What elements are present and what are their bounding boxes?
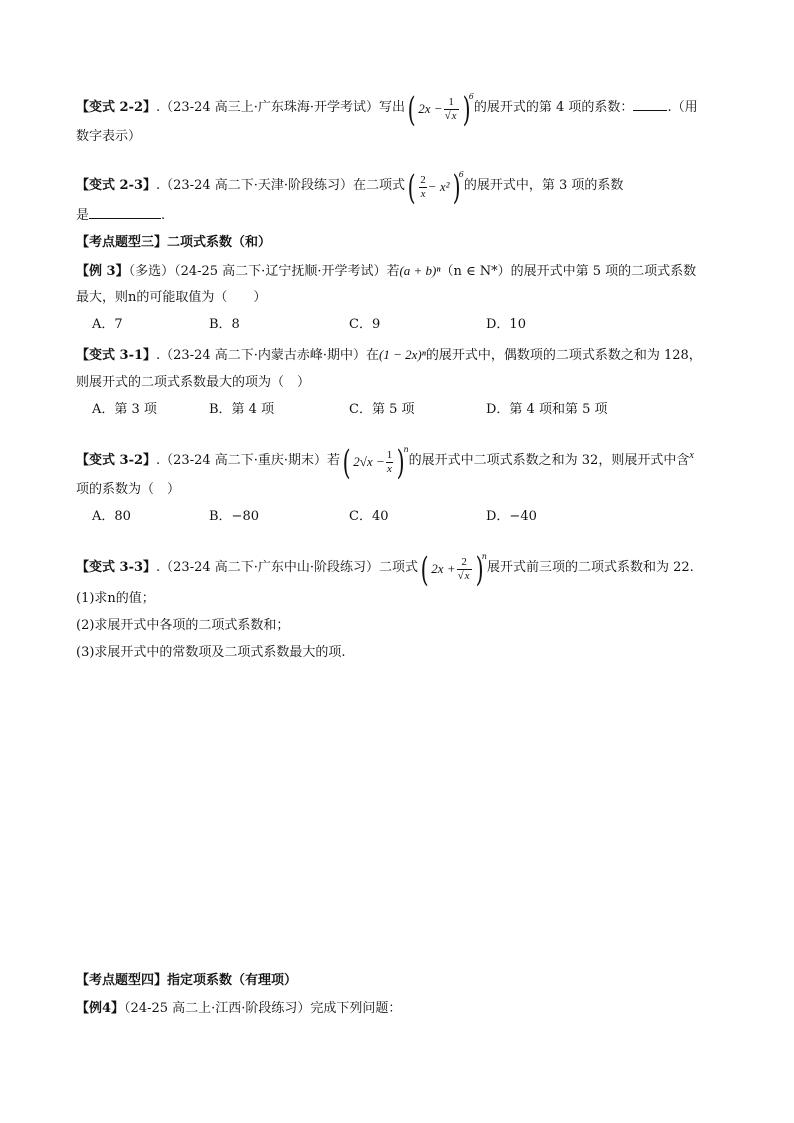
variant-3-3-question-2: (2)求展开式中各项的二项式系数和； [76, 618, 290, 633]
variant-2-3-question: 的展开式中，第 3 项的系数 [463, 177, 624, 193]
example-4-line1: 【例4】（24-25 高二上·江西·阶段练习）完成下列问题： [76, 1001, 402, 1016]
section-3-heading: 【考点题型三】二项式系数（和） [76, 235, 272, 250]
variant-3-3-expression: ( 2x + $\frac{2}{√x}$ )$^n$ [420, 549, 487, 590]
variant-3-3-line1: 【变式 3-3】.（23-24 高二下·广东中山·阶段练习）二项式( 2x + $\frac{2}{√x}$ )$^n$展开式前三项的二项式系数和为 22. [76, 549, 694, 590]
variant-3-1-line1: 【变式 3-1】.（23-24 高二下·内蒙古赤峰·期中）在(1 − 2x)ⁿ的展开式中，偶数项的二项式系数之和为 128， [76, 347, 702, 363]
example-3-tag: 【例 3】 [76, 264, 129, 279]
example-3-option-a[interactable]: A．7 [92, 317, 123, 332]
example-3-line1: 【例 3】（多选）（24-25 高二下·辽宁抚顺·开学考试）若(a + b)ⁿ（n ∈ N*）的展开式中第 5 项的二项式系数 [76, 263, 697, 279]
variant-2-3-expression: ( $\frac{2}{x}$ − x²)$^6$ [407, 167, 464, 208]
variant-2-3-source: .（23-24 高二下·天津·阶段练习）在二项式 [156, 177, 406, 193]
variant-2-2-line1: 【变式 2-2】.（23-24 高三上·广东珠海·开学考试）写出( 2x − $\frac{1}{√x}$ )$^6$的展开式的第 4 项的系数： .（用 [76, 89, 698, 130]
example-3-option-c[interactable]: C．9 [349, 317, 381, 332]
variant-3-3-tag: 【变式 3-3】 [76, 559, 157, 575]
example-3-expression: (a + b)ⁿ [399, 263, 441, 278]
variant-3-1-expression: (1 − 2x)ⁿ [379, 347, 426, 362]
variant-3-1-option-b[interactable]: B．第 4 项 [209, 402, 275, 417]
example-3-line2: 最大，则n的可能取值为（ ） [76, 290, 267, 305]
variant-3-1-option-d[interactable]: D．第 4 项和第 5 项 [486, 402, 608, 417]
variant-2-2-question: 的展开式的第 4 项的系数： [473, 99, 634, 115]
variant-3-1-option-c[interactable]: C．第 5 项 [349, 402, 415, 417]
variant-2-3-tag: 【变式 2-3】 [76, 177, 157, 193]
variant-3-2-line1: 【变式 3-2】.（23-24 高二下·重庆·期末）若( 2√x − $\frac{1}{x}$ )$^n$的展开式中二项式系数之和为 32，则展开式中含$^x$ [76, 442, 694, 483]
example-3-condition: （n ∈ N*） [440, 264, 511, 279]
answer-blank[interactable] [633, 98, 667, 111]
variant-3-3-question-3: (3)求展开式中的常数项及二项式系数最大的项. [76, 645, 346, 660]
variant-3-1-line2: 则展开式的二项式系数最大的项为（ ） [76, 375, 311, 390]
example-3-option-d[interactable]: D．10 [486, 317, 526, 332]
variant-3-2-expression: ( 2√x − $\frac{1}{x}$ )$^n$ [342, 442, 409, 483]
variant-3-1-option-a[interactable]: A．第 3 项 [92, 402, 157, 417]
variant-2-2-tag: 【变式 2-2】 [76, 99, 157, 115]
variant-3-2-option-d[interactable]: D．−40 [486, 509, 537, 524]
variant-3-2-line2: 项的系数为（ ） [76, 482, 181, 497]
variant-2-3-line2: 是 . [76, 208, 166, 223]
section-4-heading: 【考点题型四】指定项系数（有理项） [76, 973, 298, 988]
example-3-option-b[interactable]: B．8 [209, 317, 240, 332]
variant-3-2-option-b[interactable]: B．−80 [209, 509, 259, 524]
variant-2-2-source: .（23-24 高三上·广东珠海·开学考试）写出 [156, 99, 406, 115]
variant-3-2-option-a[interactable]: A．80 [92, 509, 131, 524]
variant-3-2-tag: 【变式 3-2】 [76, 452, 157, 468]
answer-blank[interactable] [89, 206, 161, 219]
example-4-tag: 【例4】 [76, 1001, 125, 1016]
variant-2-2-line2: 数字表示） [76, 129, 142, 144]
variant-3-2-option-c[interactable]: C．40 [349, 509, 389, 524]
variant-2-2-expression: ( 2x − $\frac{1}{√x}$ )$^6$ [407, 89, 474, 130]
variant-3-3-question-1: (1)求n的值； [76, 591, 155, 606]
variant-3-1-tag: 【变式 3-1】 [76, 348, 157, 363]
variant-2-3-line1 [76, 166, 624, 208]
